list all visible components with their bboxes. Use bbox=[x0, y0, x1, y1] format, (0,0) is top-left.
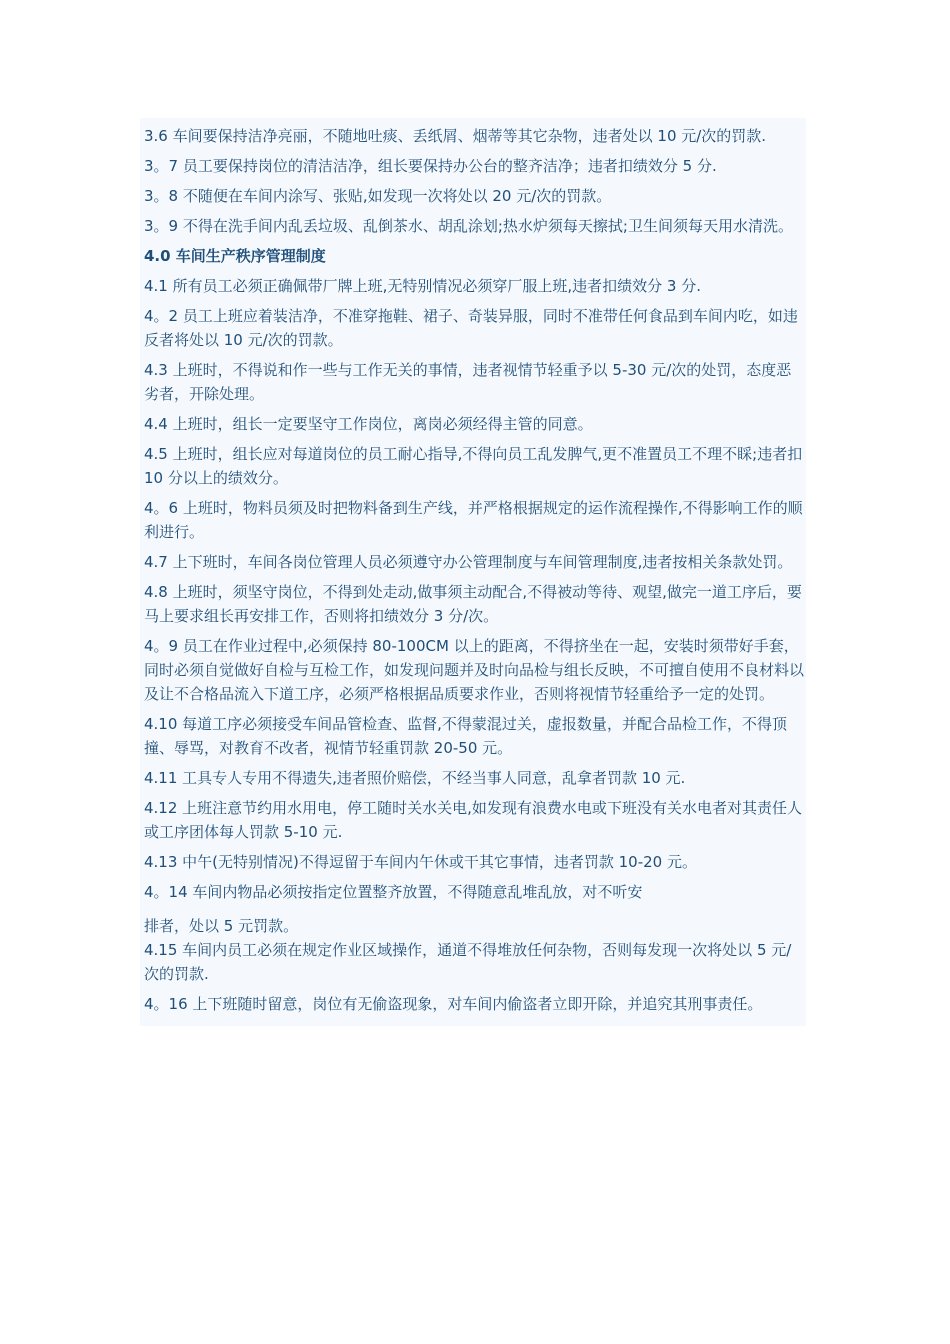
rule-4-8: 4.8 上班时，须坚守岗位，不得到处走动,做事须主动配合,不得被动等待、观望,做完一道工序后，要马上要求组长再安排工作，否则将扣绩效分 3 分/次。 bbox=[144, 583, 802, 625]
rule-4-14-line1: 4。14 车间内物品必须按指定位置整齐放置，不得随意乱堆乱放，对不听安 bbox=[144, 883, 643, 901]
rule-4-9: 4。9 员工在作业过程中,必须保持 80-100CM 以上的距离，不得挤坐在一起，安装时须带好手套，同时必须自觉做好自检与互检工作，如发现问题并及时向品检与组长反映，不可擅自使用不良材料以及让不合格品流入下道工序，必须严格根据品质要求作业，否则将视情节轻重给予一定的处罚。 bbox=[144, 637, 805, 703]
rule-4-7: 4.7 上下班时，车间各岗位管理人员必须遵守办公管理制度与车间管理制度,违者按相关条款处罚。 bbox=[144, 553, 793, 571]
rule-4-10: 4.10 每道工序必须接受车间品管检查、监督,不得蒙混过关，虚报数量，并配合品检工作，不得顶撞、辱骂，对教育不改者，视情节轻重罚款 20-50 元。 bbox=[144, 715, 787, 757]
rule-4-14-line2: 排者，处以 5 元罚款。 bbox=[144, 917, 299, 935]
rule-4-13: 4.13 中午(无特别情况)不得逗留于车间内午休或干其它事情，违者罚款 10-20 元。 bbox=[144, 853, 697, 871]
section-4-heading: 4.0 车间生产秩序管理制度 bbox=[144, 247, 326, 265]
rule-4-5: 4.5 上班时，组长应对每道岗位的员工耐心指导,不得向员工乱发脾气,更不准置员工不理不睬;违者扣 10 分以上的绩效分。 bbox=[144, 445, 803, 487]
rule-4-15: 4.15 车间内员工必须在规定作业区域操作，通道不得堆放任何杂物，否则每发现一次将处以 5 元/次的罚款. bbox=[144, 941, 792, 983]
rule-4-12: 4.12 上班注意节约用水用电，停工随时关水关电,如发现有浪费水电或下班没有关水电者对其责任人或工序团体每人罚款 5-10 元. bbox=[144, 799, 802, 841]
rule-4-2: 4。2 员工上班应着装洁净，不准穿拖鞋、裙子、奇装异服，同时不准带任何食品到车间内吃，如违反者将处以 10 元/次的罚款。 bbox=[144, 307, 798, 349]
rule-3-8: 3。8 不随便在车间内涂写、张贴,如发现一次将处以 20 元/次的罚款。 bbox=[144, 187, 612, 205]
rule-3-6: 3.6 车间要保持洁净亮丽，不随地吐痰、丢纸屑、烟蒂等其它杂物，违者处以 10 元/次的罚款. bbox=[144, 127, 767, 145]
rule-4-6: 4。6 上班时，物料员须及时把物料备到生产线，并严格根据规定的运作流程操作,不得影响工作的顺利进行。 bbox=[144, 499, 803, 541]
rule-4-3: 4.3 上班时，不得说和作一些与工作无关的事情，违者视情节轻重予以 5-30 元/次的处罚，态度恶劣者，开除处理。 bbox=[144, 361, 792, 403]
document-body bbox=[140, 118, 806, 1026]
rule-4-11: 4.11 工具专人专用不得遗失,违者照价赔偿，不经当事人同意，乱拿者罚款 10 元. bbox=[144, 769, 686, 787]
rule-4-16: 4。16 上下班随时留意，岗位有无偷盗现象，对车间内偷盗者立即开除，并追究其刑事责任。 bbox=[144, 995, 763, 1013]
rule-4-4: 4.4 上班时，组长一定要坚守工作岗位，离岗必须经得主管的同意。 bbox=[144, 415, 593, 433]
rule-3-9: 3。9 不得在洗手间内乱丢垃圾、乱倒茶水、胡乱涂划;热水炉须每天擦拭;卫生间须每天用水清洗。 bbox=[144, 217, 793, 235]
rule-3-7: 3。7 员工要保持岗位的清洁洁净，组长要保持办公台的整齐洁净；违者扣绩效分 5 分. bbox=[144, 157, 717, 175]
rule-4-1: 4.1 所有员工必须正确佩带厂牌上班,无特别情况必须穿厂服上班,违者扣绩效分 3 分. bbox=[144, 277, 702, 295]
